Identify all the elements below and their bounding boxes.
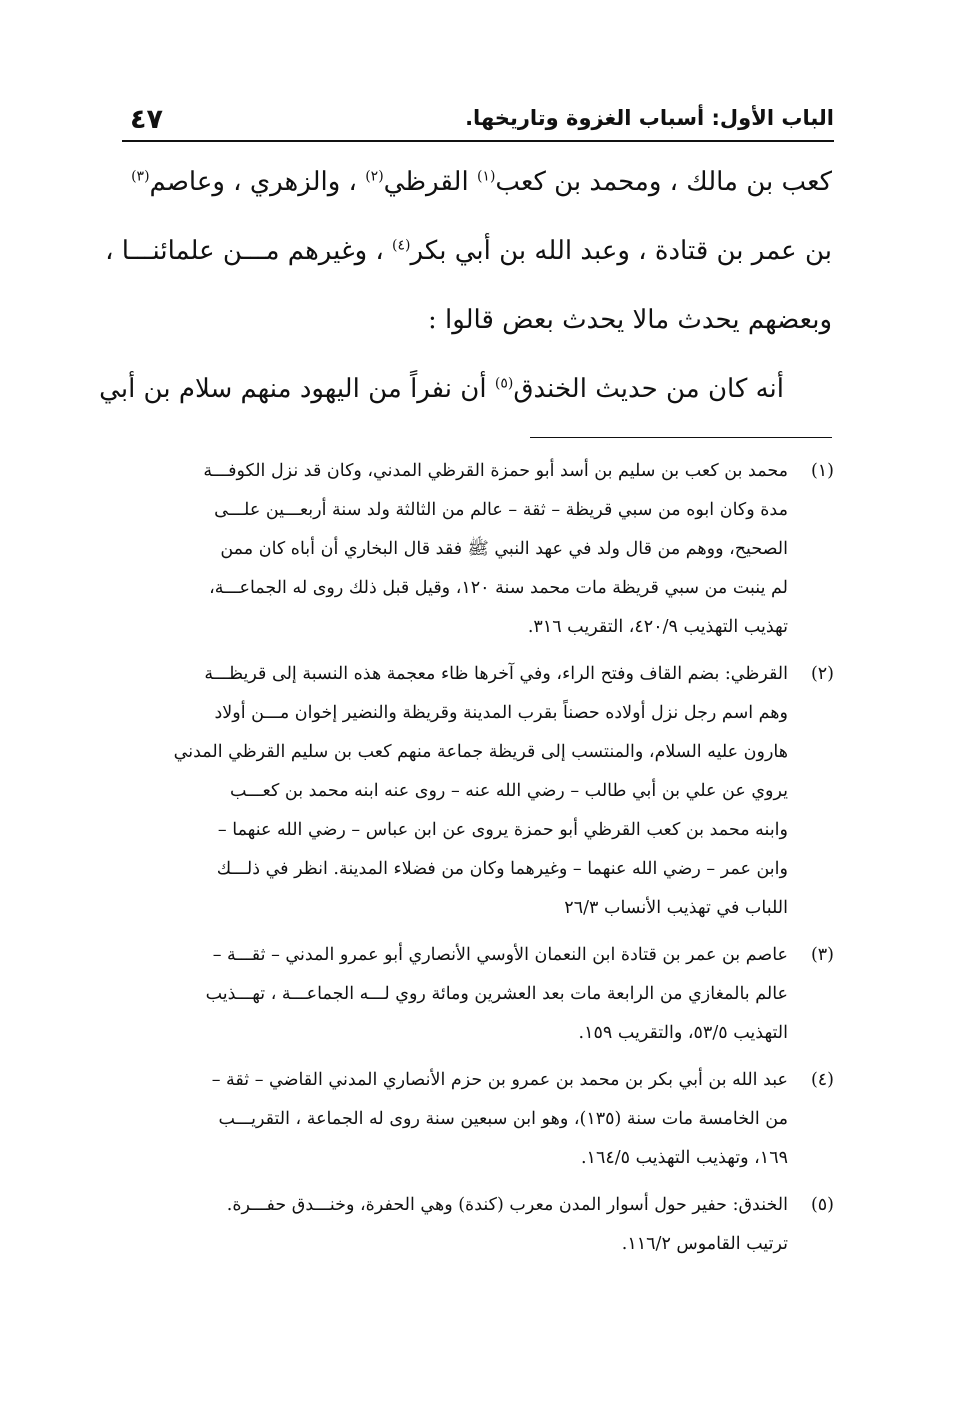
footnote-ref-1[interactable]: (١) bbox=[476, 168, 496, 185]
footnote-number: (١) bbox=[810, 461, 834, 481]
footnote-4: (٤)عبد الله بن أبي بكر بن محمد بن عمرو بن حزم الأنصاري المدني القاضي – ثقة – من الخامسة مات سنة (١٣٥)، وهو ابن سبعين سنة روى له الجماعة ، التقريـــب ١٦٩، وتهذيب التهذيب ١٦٤/٥. bbox=[118, 1061, 834, 1178]
footnote-3: (٣)عاصم بن عمر بن قتادة ابن النعمان الأوسي الأنصاري أبو عمرو المدني – ثقـــة – عالم بالمغازي من الرابعة مات بعد العشرين ومائة روي لـــه الجماعـــة ، تهـــذيب التهذيب ٥٣/٥، والتقريب ١٥٩. bbox=[118, 936, 834, 1053]
body-line-3: وبعضهم يحدث مالا يحدث بعض قالوا : bbox=[427, 305, 832, 335]
header-rule bbox=[122, 140, 834, 142]
running-header bbox=[122, 104, 834, 140]
footnote-number: (٥) bbox=[810, 1195, 834, 1215]
chapter-title: الباب الأول: أسباب الغزوة وتاريخها. bbox=[465, 106, 834, 130]
body-line-1: كعب بن مالك ، ومحمد بن كعب$^{(١)}$ القرظي$^{(٢)}$ ، والزهري ، وعاصم$^{(٣)}$ bbox=[131, 167, 832, 197]
footnote-2: (٢)القرظي: بضم القاف وفتح الراء، وفي آخرها ظاء معجمة هذه النسبة إلى قريظـــة وهم اسم رجل نزل أولاده حصناً بقرب المدينة وقريظة والنضير إخوان مـــن أولاد هارون عليه السلام، والمنتسب إلى قريظة جماعة منهم كعب بن سليم القرظي المدني يروي عن علي بن أبي طالب – رضي الله عنه – روى عنه ابنه محمد بن كعـــب وابنه محمد بن كعب القرظي أبو حمزة يروى عن ابن عباس – رضي الله عنهما – وابن عمر – رضي الله عنهما – وغيرهما وكان من فضلاء المدينة. انظر في ذلـــك اللباب في تهذيب الأنساب ٢٦/٣ bbox=[118, 655, 834, 928]
footnote-number: (٤) bbox=[810, 1070, 834, 1090]
footnote-ref-3[interactable]: (٣) bbox=[131, 168, 150, 185]
footnote-number: (٣) bbox=[810, 945, 834, 965]
footnotes bbox=[118, 452, 834, 1272]
footnote-ref-5[interactable]: (٥) bbox=[494, 375, 514, 392]
footnote-ref-4[interactable]: (٤) bbox=[392, 237, 411, 254]
footnote-ref-2[interactable]: (٢) bbox=[365, 168, 384, 185]
footnote-5: (٥)الخندق: حفير حول أسوار المدن معرب (كندة) وهي الحفرة، وخنـــدق حفـــرة. ترتيب القاموس ١١٦/٢. bbox=[118, 1186, 834, 1264]
body-line-4: أنه كان من حديث الخندق$^{(٥)}$ أن نفراً من اليهود منهم سلام بن أبي bbox=[99, 374, 784, 404]
footnote-number: (٢) bbox=[810, 664, 834, 684]
page-number: ٤٧ bbox=[130, 104, 163, 135]
main-text bbox=[99, 148, 832, 424]
footnote-separator bbox=[530, 437, 832, 438]
body-line-2: بن عمر بن قتادة ، وعبد الله بن أبي بكر$^{(٤)}$ ، وغيرهم مـــن علمائنـــا ، bbox=[105, 236, 832, 266]
footnote-1: (١)محمد بن كعب بن سليم بن أسد أبو حمزة القرظي المدني، وكان قد نزل الكوفـــة مدة وكان ابوه من سبي قريظة – ثقة – عالم من الثالثة ولد سنة أربعـــين علـــى الصحيح، ووهم من قال ولد في عهد النبي ﷺ فقد قال البخاري أن أباه كان ممن لم ينبت من سبي قريظة مات محمد سنة ١٢٠، وقيل قبل ذلك روى له الجماعـــة، تهذيب التهذيب ٤٢٠/٩، التقريب ٣١٦. bbox=[118, 452, 834, 647]
